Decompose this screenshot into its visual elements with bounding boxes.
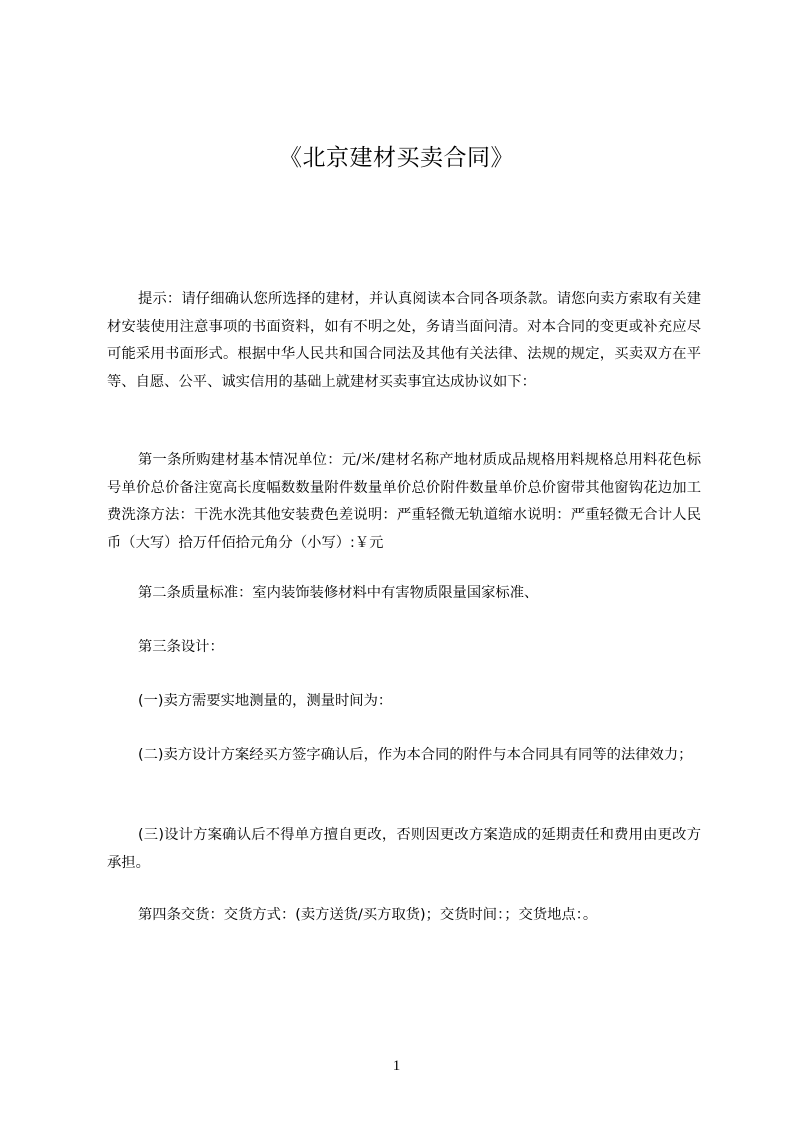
article-3-heading: 第三条设计： (138, 639, 224, 655)
article-1-paragraph: 第一条所购建材基本情况单位：元/米/建材名称产地材质成品规格用料规格总用料花色标号单价总价备注宽高长度幅数数量附件数量单价总价附件数量单价总价窗带其他窗钩花边加工费洗涤方法：干洗水洗其他安装费色差说明：严重轻微无轨道缩水说明：严重轻微无合计人民币（大写）拾万仟佰拾元角分（小写）:￥元 (107, 452, 701, 551)
page-title: 《北京建材买卖合同》 (279, 145, 514, 171)
intro-paragraph: 提示：请仔细确认您所选择的建材，并认真阅读本合同各项条款。请您向卖方索取有关建材安装使用注意事项的书面资料，如有不明之处，务请当面问清。对本合同的变更或补充应尽可能采用书面形式。根据中华人民共和国合同法及其他有关法律、法规的规定，买卖双方在平等、自愿、公平、诚实信用的基础上就建材买卖事宜达成协议如下： (107, 291, 701, 390)
article-2-paragraph: 第二条质量标准：室内装饰装修材料中有害物质限量国家标准、 (138, 585, 539, 601)
article-3-item-1: (一)卖方需要实地测量的，测量时间为： (138, 693, 393, 709)
page-number: 1 (392, 1058, 401, 1074)
article-4-paragraph: 第四条交货：交货方式：(卖方送货/买方取货)；交货时间：；交货地点：。 (138, 907, 598, 923)
article-3-item-2: (二)卖方设计方案经买方签字确认后，作为本合同的附件与本合同具有同等的法律效力； (138, 747, 693, 763)
article-3-item-3: (三)设计方案确认后不得单方擅自更改，否则因更改方案造成的延期责任和费用由更改方承担。 (107, 827, 701, 871)
